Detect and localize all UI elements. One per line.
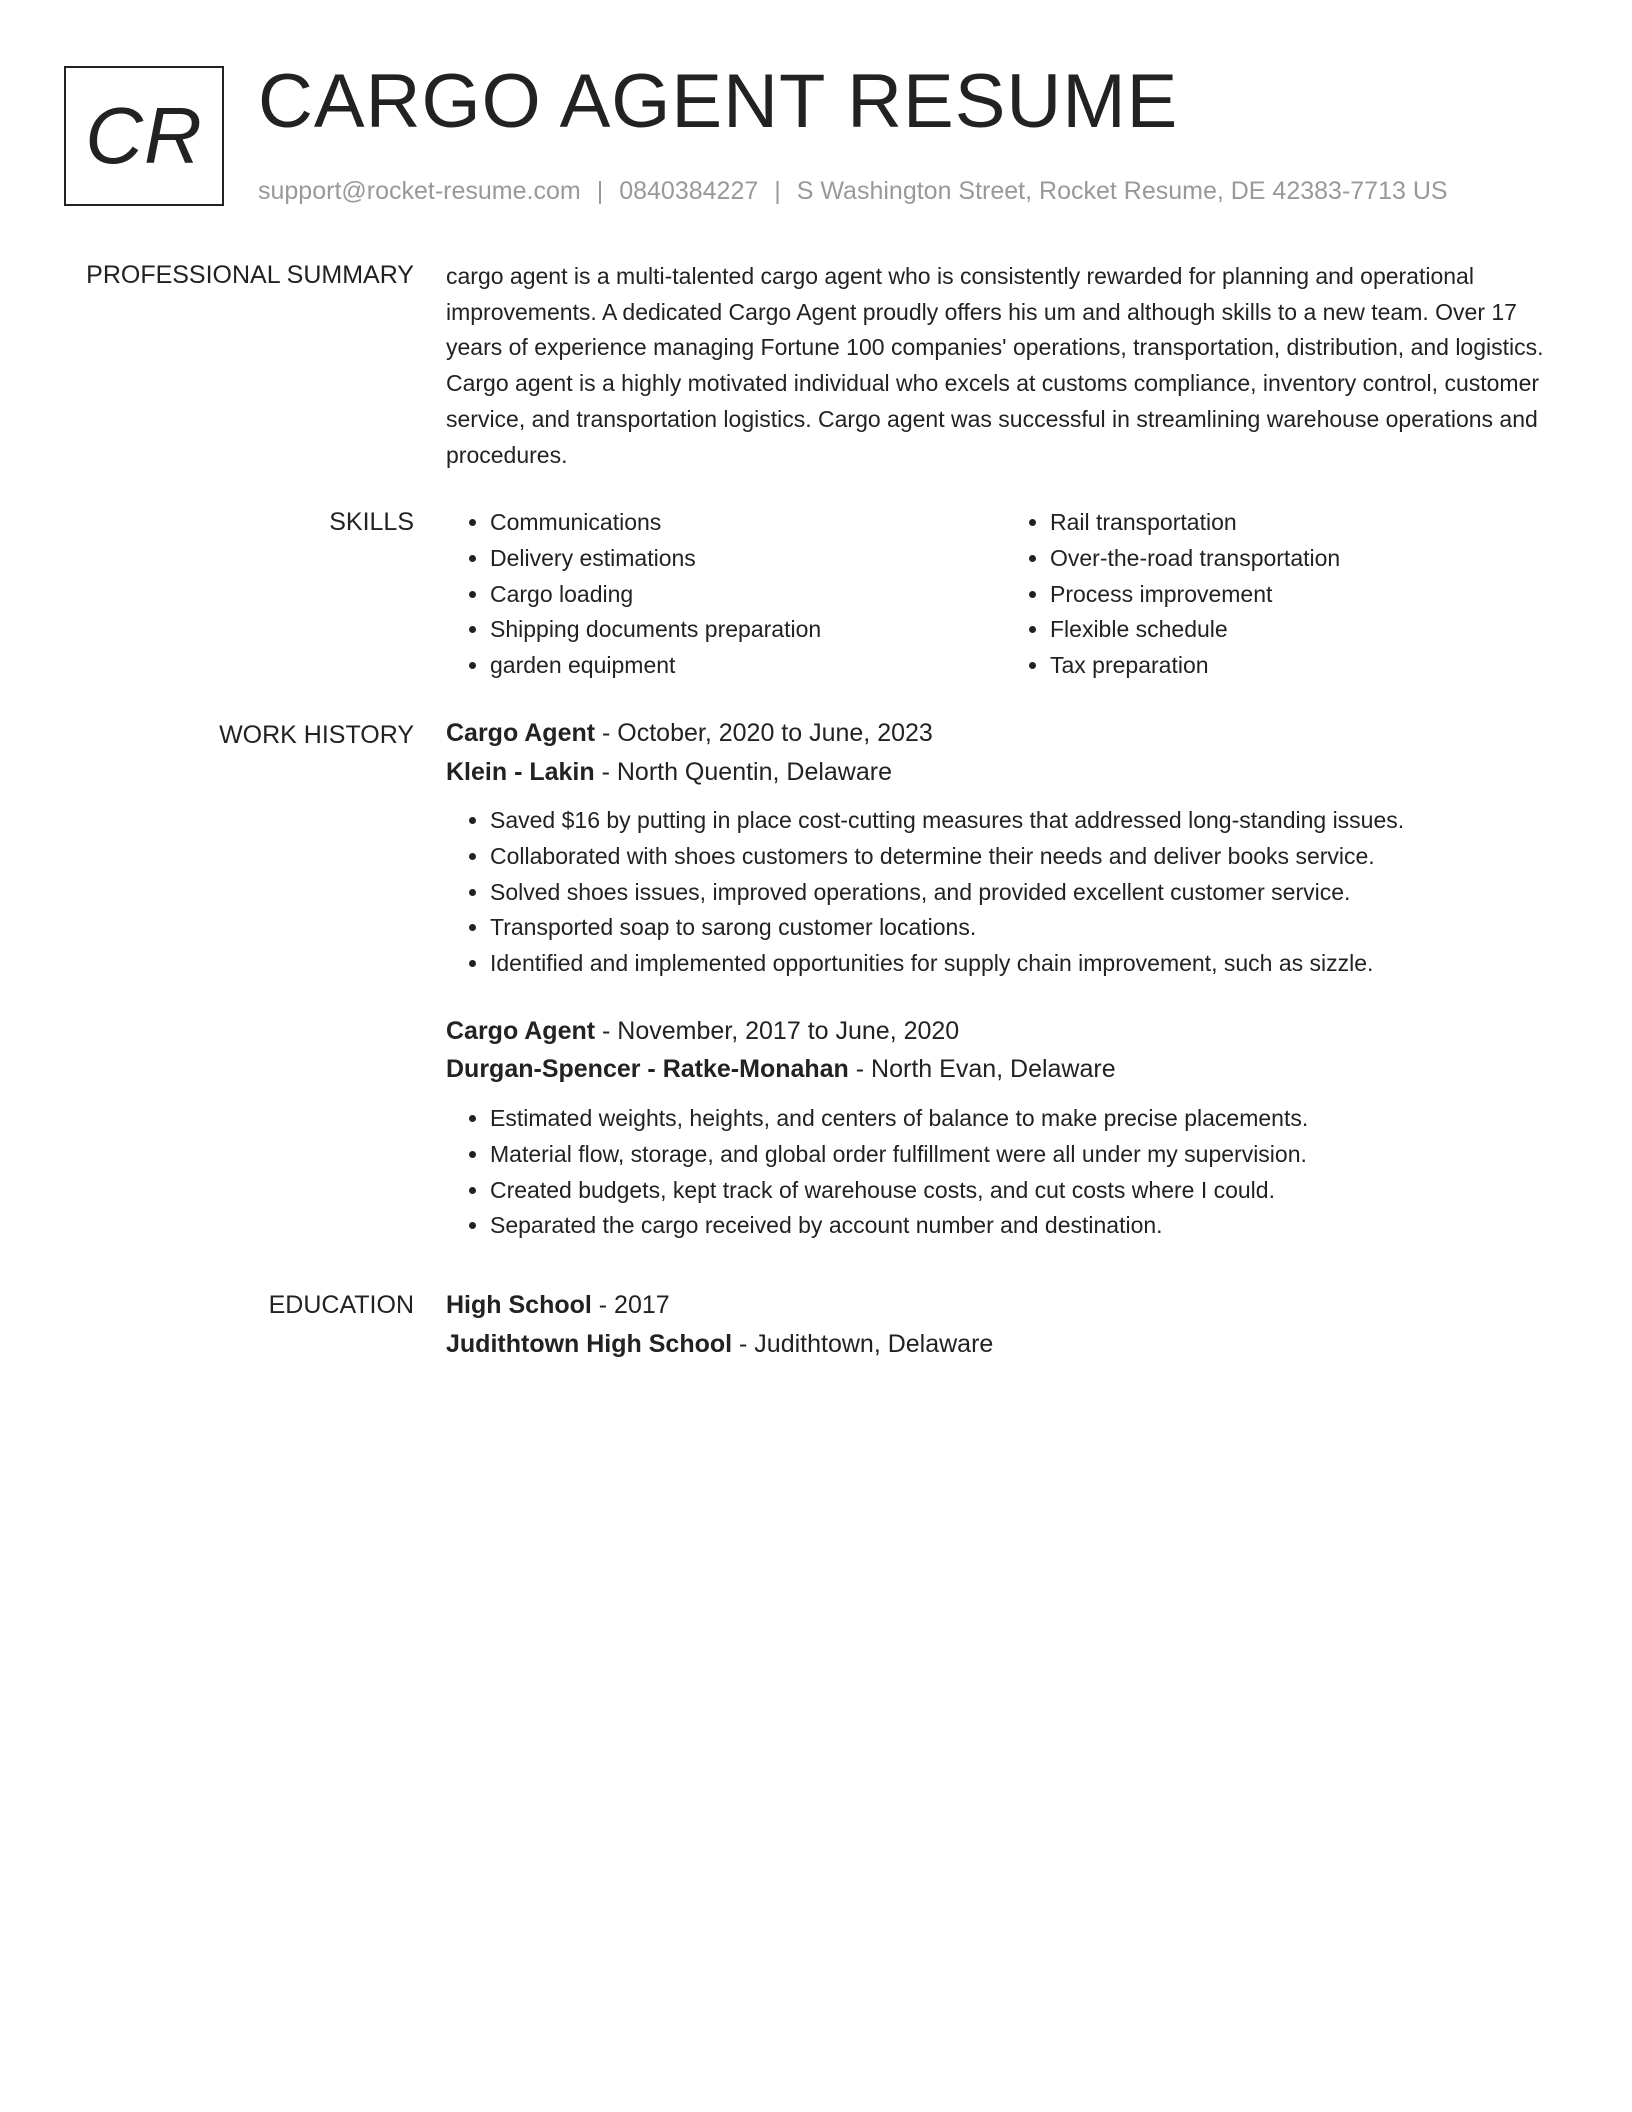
skill-item: • Cargo loading	[490, 577, 1006, 613]
skills-section	[446, 505, 1566, 684]
education-degree: High School	[446, 1291, 592, 1319]
job-bullet: • Created budgets, kept track of warehouse costs, and cut costs where I could.	[490, 1173, 1566, 1209]
job-title-line	[446, 1012, 1566, 1051]
education-year: - 2017	[591, 1291, 670, 1319]
job-bullet: • Collaborated with shoes customers to determine their needs and deliver books service.	[490, 839, 1566, 875]
job-bullet: • Saved $16 by putting in place cost-cutting measures that addressed long-standing issues.	[490, 803, 1566, 839]
job-bullet: • Transported soap to sarong customer locations.	[490, 910, 1566, 946]
job-bullet: • Estimated weights, heights, and centers of balance to make precise placements.	[490, 1101, 1566, 1137]
work-history-heading: WORK HISTORY	[219, 721, 414, 749]
summary-text: cargo agent is a multi-talented cargo agent who is consistently rewarded for planning and operational improvements. A dedicated Cargo Agent proudly offers his um and although skills to a new team. Over 17 years of experience managing Fortune 100 companies' operations, transportation, distribution, and logistics. Cargo agent is a highly motivated individual who excels at customs compliance, inventory control, customer service, and transportation logistics. Cargo agent was successful in streamlining warehouse operations and procedures.	[446, 263, 1544, 468]
skill-item: • Tax preparation	[1050, 648, 1566, 684]
skills-list-right	[1006, 505, 1566, 684]
job-bullet-list	[446, 1101, 1566, 1244]
skill-item: • Delivery estimations	[490, 541, 1006, 577]
skill-item: • Rail transportation	[1050, 505, 1566, 541]
job-entry	[446, 714, 1566, 982]
job-company: Klein - Lakin	[446, 757, 595, 786]
job-entry	[446, 1012, 1566, 1244]
contact-separator: |	[774, 177, 781, 205]
skill-item: • Flexible schedule	[1050, 612, 1566, 648]
monogram-logo	[64, 66, 224, 206]
job-company: Durgan-Spencer - Ratke-Monahan	[446, 1055, 849, 1084]
job-title: Cargo Agent	[446, 719, 596, 747]
education-location: - Judithtown, Delaware	[732, 1329, 994, 1358]
job-company-line	[446, 753, 1566, 792]
contact-phone: 0840384227	[619, 177, 759, 205]
education-school: Judithtown High School	[446, 1329, 733, 1358]
resume-title: CARGO AGENT RESUME	[258, 59, 1179, 144]
education-section	[446, 1286, 1566, 1363]
job-location: - North Evan, Delaware	[848, 1055, 1116, 1084]
job-title-line	[446, 714, 1566, 753]
summary-section	[446, 259, 1566, 473]
job-bullet: • Material flow, storage, and global order fulfillment were all under my supervision.	[490, 1137, 1566, 1173]
job-title: Cargo Agent	[446, 1016, 596, 1045]
work-history-section	[446, 714, 1566, 1274]
monogram-initials: CR	[85, 91, 203, 180]
job-dates: - October, 2020 to June, 2023	[595, 719, 933, 747]
job-company-line	[446, 1050, 1566, 1089]
skill-item: • Shipping documents preparation	[490, 612, 1006, 648]
skill-item: • Communications	[490, 505, 1006, 541]
job-dates: - November, 2017 to June, 2020	[595, 1016, 960, 1045]
contact-separator: |	[596, 177, 604, 205]
education-heading: EDUCATION	[268, 1291, 414, 1319]
contact-email: support@rocket-resume.com	[258, 177, 581, 205]
education-school-line	[446, 1325, 1566, 1364]
skill-item: • garden equipment	[490, 648, 1006, 684]
job-bullet: • Solved shoes issues, improved operations, and provided excellent customer service.	[490, 875, 1566, 911]
contact-address: S Washington Street, Rocket Resume, DE 42383-7713 US	[796, 177, 1448, 205]
contact-line	[258, 174, 1448, 208]
job-location: - North Quentin, Delaware	[594, 757, 892, 786]
summary-heading: PROFESSIONAL SUMMARY	[86, 261, 414, 289]
education-degree-line	[446, 1286, 1566, 1325]
skills-heading: SKILLS	[329, 508, 414, 536]
skill-item: • Over-the-road transportation	[1050, 541, 1566, 577]
job-bullet: • Identified and implemented opportunities for supply chain improvement, such as sizzle.	[490, 946, 1566, 982]
skills-list-left	[446, 505, 1006, 684]
skill-item: • Process improvement	[1050, 577, 1566, 613]
job-bullet: • Separated the cargo received by account number and destination.	[490, 1208, 1566, 1244]
job-bullet-list	[446, 803, 1566, 982]
